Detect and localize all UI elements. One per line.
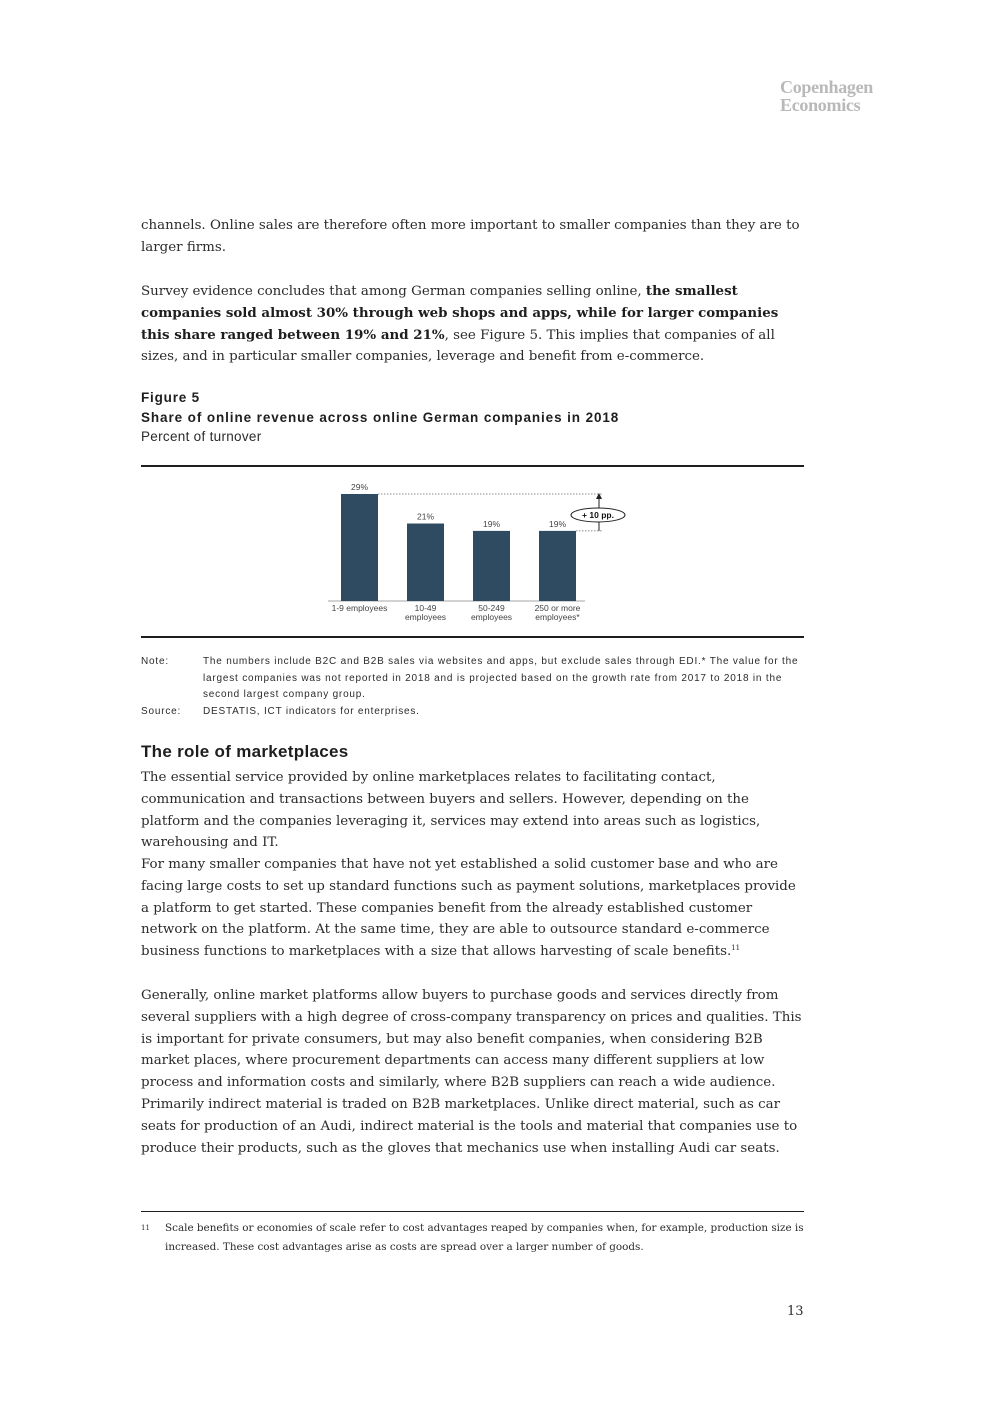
figure-title: Share of online revenue across online German companies in 2018 [141, 410, 620, 425]
note-text: The numbers include B2C and B2B sales via websites and apps, but exclude sales through EDI.* The value for the largest companies was not reported in 2018 and is projected based on the growth rate from 2017 to 2018 in the second largest company group. [203, 656, 799, 700]
footnote-reference[interactable]: 11 [731, 944, 741, 953]
bar-value-label-2: 21% [416, 511, 435, 522]
category-label-4-line-2: employees* [535, 612, 580, 622]
figure-bottom-rule [141, 636, 804, 638]
bar-4 [539, 531, 576, 601]
marketplace-paragraph-1: The essential service provided by online marketplaces relates to facilitating contact, communication and transactions between buyers and sellers. However, depending on the platform and the companies leveraging it, services may extend into areas such as logistics, warehousing and IT. [141, 770, 761, 851]
bar-value-label-4: 19% [548, 518, 567, 529]
page-number: 13 [787, 1304, 804, 1319]
survey-text-end: , see Figure 5. This implies that companies of all sizes, and in particular smaller companies, leverage and benefit from e-commerce. [141, 327, 775, 365]
category-label-3-line-1: 50-249 [478, 603, 505, 613]
footnote-rule [141, 1211, 804, 1212]
survey-text-start: Survey evidence concludes that among German companies selling online, [141, 284, 646, 299]
bar-2 [407, 524, 444, 601]
category-label-2-line-1: 10-49 [414, 603, 437, 613]
survey-text-bold: the smallest companies sold almost 30% through web shops and apps, while for larger companies this share ranged between 19% and 21% [141, 283, 779, 343]
bar-value-label-3: 19% [482, 518, 501, 529]
source-text: DESTATIS, ICT indicators for enterprises. [203, 706, 420, 717]
footnote-number: 11 [141, 1224, 150, 1232]
category-label-4-line-1: 250 or more [534, 603, 581, 613]
marketplace-paragraph-2 [141, 854, 803, 963]
source-label: Source: [141, 706, 182, 717]
marketplace-paragraph-3: Generally, online market platforms allow buyers to purchase goods and services directly from several suppliers with a high degree of cross-company transparency on prices and qualities. This is important for private consumers, but may also benefit companies, when considering B2B market places, where procurement departments can access many different suppliers at low process and information costs and similarly, where B2B suppliers can reach a wide audience. Primarily indirect material is traded on B2B marketplaces. Unlike direct material, such as car seats for production of an Audi, indirect material is the tools and material that companies use to produce their products, such as the gloves that mechanics use when installing Audi car seats. [141, 988, 802, 1156]
intro-paragraph: channels. Online sales are therefore often more important to smaller companies than they are to larger firms. [141, 218, 800, 255]
section-heading: The role of marketplaces [141, 742, 349, 761]
figure-subtitle: Percent of turnover [141, 429, 262, 444]
bar-value-label-1: 29% [350, 482, 369, 492]
category-label-2-line-2: employees [404, 612, 447, 622]
bar-chart [0, 0, 992, 640]
footnote-text: Scale benefits or economies of scale refer to cost advantages reaped by companies when, for example, production size is increased. These cost advantages arise as costs are spread over a larger number of goods. [165, 1222, 804, 1253]
logo-line-2: Economics [780, 95, 861, 115]
category-label-1-line-1: 1-9 employees [331, 603, 388, 613]
note-label: Note: [141, 656, 169, 667]
bar-1 [341, 494, 378, 601]
annotation-label: + 10 pp. [582, 510, 614, 520]
bar-3 [473, 531, 510, 601]
logo-line-1: Copenhagen [780, 77, 874, 97]
marketplace-paragraph-2-text: For many smaller companies that have not yet established a solid customer base and who are facing large costs to set up standard functions such as payment solutions, marketplaces provide a platform to get started. These companies benefit from the already established customer network on the platform. At the same time, they are able to outsource standard e-commerce business functions to marketplaces with a size that allows harvesting of scale benefits. [141, 857, 796, 960]
figure-label: Figure 5 [141, 390, 200, 405]
category-label-3-line-2: employees [470, 612, 513, 622]
